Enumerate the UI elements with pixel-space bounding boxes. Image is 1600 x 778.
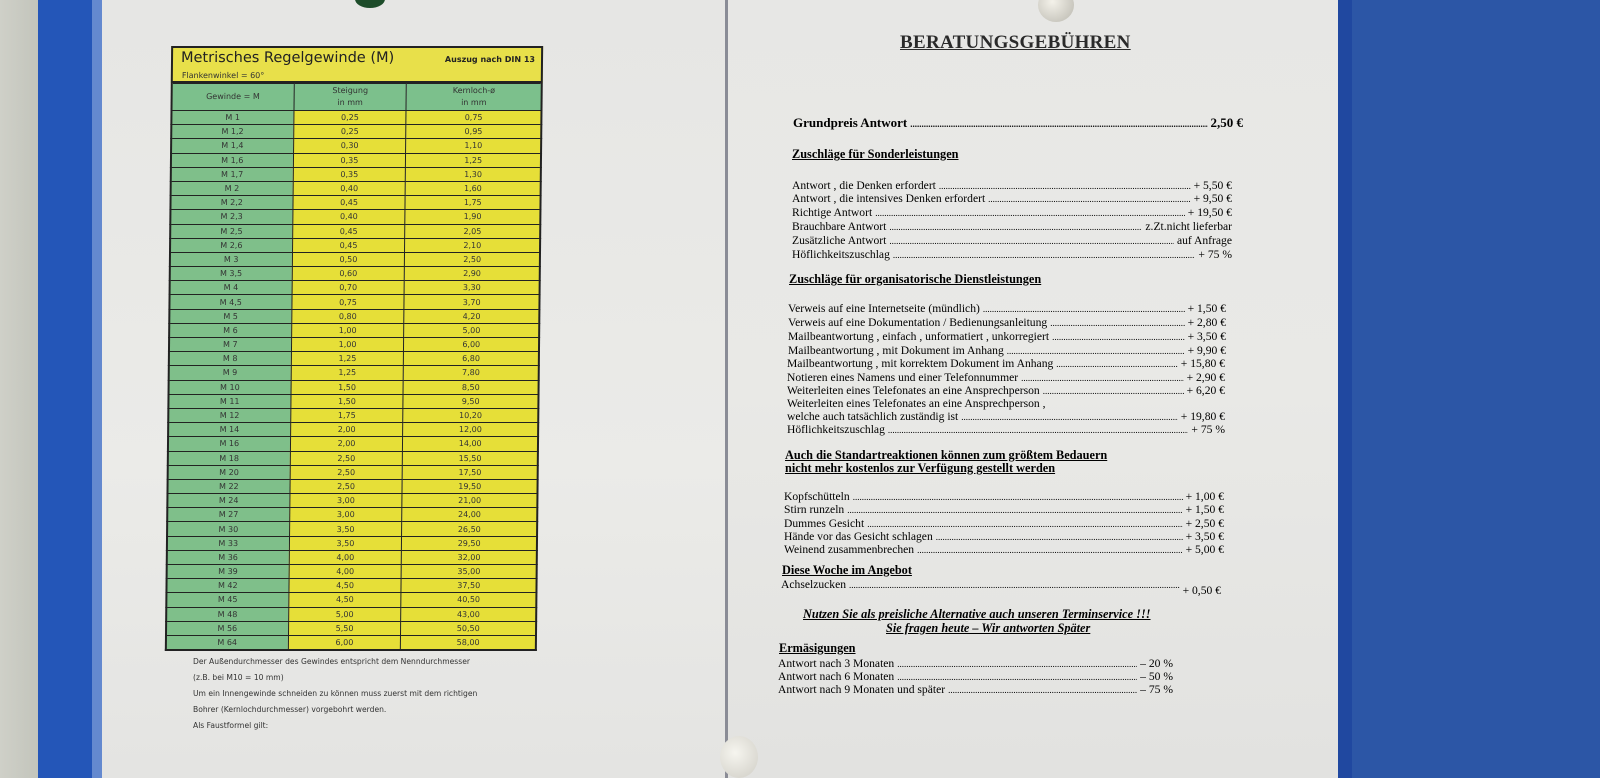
fee-label: Richtige Antwort bbox=[792, 206, 873, 219]
pitch-cell: 5,50 bbox=[288, 621, 401, 635]
core-hole-cell: 1,30 bbox=[406, 167, 541, 181]
core-hole-cell: 43,00 bbox=[401, 607, 536, 621]
thread-size-cell: M 9 bbox=[169, 366, 291, 380]
table-row bbox=[167, 550, 537, 564]
core-hole-cell: 14,00 bbox=[403, 437, 538, 451]
table-row bbox=[168, 408, 538, 422]
pitch-cell: 0,25 bbox=[293, 111, 406, 125]
thread-size-cell: M 33 bbox=[167, 536, 289, 550]
thread-size-cell: M 1 bbox=[171, 111, 293, 125]
fee-label: Antwort nach 6 Monaten bbox=[778, 670, 895, 683]
section-heading-standard-reactions: Auch die Standartreaktionen können zum größtem Bedauern bbox=[785, 448, 1108, 462]
fee-label: Grundpreis Antwort bbox=[793, 115, 908, 130]
fee-value: auf Anfrage bbox=[1176, 234, 1232, 247]
note-line: Der Außendurchmesser des Gewindes entspricht dem Nenndurchmesser bbox=[193, 657, 470, 666]
wall-background bbox=[0, 0, 40, 778]
fee-label: Antwort nach 3 Monaten bbox=[778, 657, 895, 670]
thread-size-cell: M 1,7 bbox=[171, 167, 293, 181]
thread-size-cell: M 2 bbox=[171, 181, 293, 195]
fee-line bbox=[792, 234, 1232, 249]
fee-line bbox=[792, 248, 1232, 263]
leader-dots bbox=[849, 578, 1180, 598]
thread-size-cell: M 1,2 bbox=[171, 125, 293, 139]
fee-label: Weiterleiten eines Telefonates an eine Ansprechperson , bbox=[787, 397, 1046, 410]
fee-label: welche auch tatsächlich zuständig ist bbox=[787, 410, 959, 423]
table-row bbox=[169, 352, 539, 366]
core-hole-cell: 3,30 bbox=[405, 281, 540, 295]
fee-value: + 2,50 € bbox=[1185, 517, 1224, 530]
core-hole-cell: 21,00 bbox=[402, 494, 537, 508]
pitch-cell: 1,00 bbox=[291, 338, 404, 352]
thread-size-cell: M 20 bbox=[168, 465, 290, 479]
section-heading-standard-reactions-2: nicht mehr kostenlos zur Verfügung gestellt werden bbox=[785, 461, 1056, 475]
thread-size-cell: M 6 bbox=[169, 323, 291, 337]
fee-value: + 15,80 € bbox=[1180, 357, 1225, 370]
thread-size-cell: M 7 bbox=[169, 338, 291, 352]
fee-line bbox=[784, 543, 1224, 558]
thread-size-cell: M 64 bbox=[166, 635, 288, 649]
thread-size-cell: M 56 bbox=[166, 621, 288, 635]
thread-size-cell: M 45 bbox=[166, 593, 288, 607]
pitch-cell: 3,00 bbox=[289, 494, 402, 508]
core-hole-cell: 1,60 bbox=[406, 181, 541, 195]
table-row bbox=[169, 295, 539, 309]
pitch-cell: 5,00 bbox=[288, 607, 401, 621]
pitch-cell: 0,80 bbox=[291, 309, 404, 323]
fee-value: z.Zt.nicht lieferbar bbox=[1145, 220, 1232, 233]
core-hole-cell: 1,90 bbox=[405, 210, 540, 224]
discount-line bbox=[778, 683, 1173, 698]
fee-value: + 3,50 € bbox=[1185, 530, 1224, 543]
fee-value: + 75 % bbox=[1191, 423, 1225, 436]
fee-label: Mailbeantwortung , mit korrektem Dokument im Anhang bbox=[787, 357, 1054, 370]
pitch-cell: 1,25 bbox=[291, 352, 404, 366]
pitch-cell: 1,50 bbox=[291, 380, 404, 394]
pitch-cell: 1,00 bbox=[291, 323, 404, 337]
table-row bbox=[169, 323, 539, 337]
pitch-cell: 0,25 bbox=[293, 125, 406, 139]
fee-value: + 75 % bbox=[1198, 248, 1232, 261]
pitch-cell: 0,35 bbox=[293, 167, 406, 181]
pitch-cell: 3,50 bbox=[289, 536, 402, 550]
table-row bbox=[166, 593, 536, 607]
fee-label: Stirn runzeln bbox=[784, 503, 845, 516]
core-hole-cell: 29,50 bbox=[402, 536, 537, 550]
table-row bbox=[171, 111, 541, 125]
thread-size-cell: M 48 bbox=[166, 607, 288, 621]
leader-dots bbox=[875, 206, 1185, 221]
core-hole-cell: 8,50 bbox=[403, 380, 538, 394]
core-hole-cell: 0,95 bbox=[406, 125, 541, 139]
pitch-cell: 0,40 bbox=[292, 210, 405, 224]
core-hole-cell: 17,50 bbox=[403, 465, 538, 479]
table-row bbox=[168, 423, 538, 437]
table-row bbox=[170, 210, 540, 224]
flank-angle: Flankenwinkel = 60° bbox=[181, 71, 265, 80]
pitch-cell: 1,25 bbox=[291, 366, 404, 380]
fee-value: 2,50 € bbox=[1210, 115, 1243, 130]
fee-line bbox=[784, 503, 1224, 518]
note-line: Als Faustformel gilt: bbox=[193, 721, 269, 730]
fee-label: Kopfschütteln bbox=[784, 490, 850, 503]
din-standard: Auszug nach DIN 13 bbox=[444, 55, 536, 64]
thread-size-cell: M 30 bbox=[167, 522, 289, 536]
leader-dots bbox=[847, 503, 1182, 518]
fee-value: + 1,50 € bbox=[1185, 503, 1224, 516]
sheet-divider bbox=[725, 0, 728, 778]
core-hole-cell: 26,50 bbox=[402, 522, 537, 536]
fee-line bbox=[788, 330, 1226, 345]
fee-label: Weiterleiten eines Telefonates an eine Ansprechperson bbox=[787, 384, 1040, 397]
fee-label: Notieren eines Namens und einer Telefonnummer bbox=[787, 371, 1019, 384]
fee-value: + 1,00 € bbox=[1185, 490, 1224, 503]
pitch-cell: 2,00 bbox=[290, 437, 403, 451]
table-row bbox=[171, 139, 541, 153]
thread-notes bbox=[193, 654, 477, 734]
thread-size-cell: M 4 bbox=[170, 281, 292, 295]
table-row bbox=[168, 465, 538, 479]
core-hole-cell: 37,50 bbox=[401, 579, 536, 593]
table-row bbox=[171, 181, 541, 195]
pitch-cell: 2,00 bbox=[290, 423, 403, 437]
thread-size-cell: M 10 bbox=[169, 380, 291, 394]
fee-value: + 9,50 € bbox=[1193, 192, 1232, 205]
thread-size-cell: M 16 bbox=[168, 437, 290, 451]
pitch-cell: 0,40 bbox=[293, 181, 406, 195]
fee-line bbox=[792, 220, 1232, 235]
pitch-cell: 4,00 bbox=[289, 550, 402, 564]
thread-table-title: Metrisches Regelgewinde (M) bbox=[180, 50, 395, 66]
thread-size-cell: M 2,3 bbox=[170, 210, 292, 224]
pitch-cell: 4,50 bbox=[289, 579, 402, 593]
fee-value: + 6,20 € bbox=[1186, 384, 1225, 397]
fee-line bbox=[788, 316, 1226, 331]
table-row bbox=[171, 153, 541, 167]
core-hole-cell: 7,80 bbox=[404, 366, 539, 380]
leader-dots bbox=[889, 220, 1142, 235]
table-row bbox=[168, 437, 538, 451]
thread-size-cell: M 2,6 bbox=[170, 238, 292, 252]
table-row bbox=[168, 394, 538, 408]
core-hole-cell: 9,50 bbox=[403, 394, 538, 408]
table-row bbox=[166, 635, 536, 649]
fee-label: Antwort nach 9 Monaten und später bbox=[778, 683, 946, 696]
table-row bbox=[167, 494, 537, 508]
fee-label: Verweis auf eine Dokumentation / Bedienungsanleitung bbox=[788, 316, 1048, 329]
pitch-cell: 2,50 bbox=[290, 451, 403, 465]
section-heading-weekly-offer: Diese Woche im Angebot bbox=[782, 563, 912, 577]
fee-label: Achselzucken bbox=[781, 578, 847, 591]
leader-dots bbox=[948, 683, 1137, 698]
table-row bbox=[169, 366, 539, 380]
core-hole-cell: 15,50 bbox=[403, 451, 538, 465]
fee-label: Hände vor das Gesicht schlagen bbox=[784, 530, 933, 543]
table-row bbox=[170, 267, 540, 281]
core-hole-cell: 10,20 bbox=[403, 408, 538, 422]
thread-size-cell: M 14 bbox=[168, 423, 290, 437]
fee-label: Weinend zusammenbrechen bbox=[784, 543, 915, 556]
core-hole-cell: 2,50 bbox=[405, 252, 540, 266]
table-row bbox=[170, 281, 540, 295]
fee-line bbox=[787, 397, 1087, 411]
fee-label: Mailbeantwortung , mit Dokument im Anhang bbox=[788, 344, 1004, 357]
table-row bbox=[171, 167, 541, 181]
column-header-thread: Gewinde = M bbox=[171, 84, 293, 111]
core-hole-cell: 40,50 bbox=[401, 593, 536, 607]
core-hole-cell: 50,50 bbox=[401, 621, 536, 635]
fee-label: Verweis auf eine Internetseite (mündlich) bbox=[788, 302, 980, 315]
white-pin-icon bbox=[720, 736, 758, 778]
thread-size-cell: M 11 bbox=[168, 394, 290, 408]
fee-value: + 2,80 € bbox=[1187, 316, 1226, 329]
fee-line bbox=[781, 578, 1221, 598]
fee-line bbox=[787, 357, 1225, 372]
thread-size-cell: M 12 bbox=[168, 408, 290, 422]
core-hole-cell: 6,80 bbox=[404, 352, 539, 366]
table-row bbox=[166, 579, 536, 593]
thread-size-cell: M 27 bbox=[167, 508, 289, 522]
leader-dots bbox=[1052, 330, 1184, 345]
leader-dots bbox=[988, 192, 1190, 207]
table-row bbox=[167, 536, 537, 550]
fee-value: – 75 % bbox=[1140, 683, 1173, 696]
core-hole-cell: 0,75 bbox=[406, 111, 541, 125]
note-line: Um ein Innengewinde schneiden zu können muss zuerst mit dem richtigen bbox=[193, 689, 478, 698]
core-hole-cell: 35,00 bbox=[402, 565, 537, 579]
core-hole-cell: 1,25 bbox=[406, 153, 541, 167]
fee-value: + 5,00 € bbox=[1185, 543, 1224, 556]
pitch-cell: 1,50 bbox=[290, 394, 403, 408]
column-header-core-hole: Kernloch-ø in mm bbox=[406, 84, 541, 111]
thread-size-cell: M 5 bbox=[169, 309, 291, 323]
fee-value: + 0,50 € bbox=[1182, 584, 1221, 597]
table-row bbox=[167, 508, 537, 522]
table-row bbox=[169, 380, 539, 394]
leader-dots bbox=[910, 116, 1207, 132]
fee-line bbox=[788, 302, 1226, 317]
thread-size-cell: M 42 bbox=[166, 579, 288, 593]
pitch-cell: 2,50 bbox=[290, 479, 403, 493]
fee-line bbox=[787, 423, 1225, 438]
leader-dots bbox=[889, 234, 1174, 249]
pitch-cell: 3,50 bbox=[289, 522, 402, 536]
core-hole-cell: 5,00 bbox=[404, 323, 539, 337]
pitch-cell: 3,00 bbox=[289, 508, 402, 522]
pitch-cell: 0,75 bbox=[292, 295, 405, 309]
fee-value: + 19,80 € bbox=[1180, 410, 1225, 423]
section-heading-special: Zuschläge für Sonderleistungen bbox=[792, 147, 959, 161]
pitch-cell: 0,50 bbox=[292, 252, 405, 266]
promo-slogan: Sie fragen heute – Wir antworten Später bbox=[886, 621, 1091, 635]
fee-label: Antwort , die Denken erfordert bbox=[792, 179, 936, 192]
fee-label: Mailbeantwortung , einfach , unformatiert , unkorregiert bbox=[788, 330, 1050, 343]
leader-dots bbox=[983, 302, 1185, 317]
pitch-cell: 0,45 bbox=[293, 196, 406, 210]
core-hole-cell: 24,00 bbox=[402, 508, 537, 522]
thread-size-cell: M 24 bbox=[167, 494, 289, 508]
thread-size-cell: M 1,6 bbox=[171, 153, 293, 167]
pitch-cell: 1,75 bbox=[290, 408, 403, 422]
pitch-cell: 4,00 bbox=[289, 565, 402, 579]
fee-label: Höflichkeitszuschlag bbox=[787, 423, 885, 436]
thread-table-header bbox=[171, 46, 543, 83]
pitch-cell: 0,45 bbox=[292, 224, 405, 238]
core-hole-cell: 2,90 bbox=[405, 267, 540, 281]
table-row bbox=[166, 621, 536, 635]
pitch-cell: 4,50 bbox=[288, 593, 401, 607]
pitch-cell: 6,00 bbox=[288, 635, 401, 649]
leader-dots bbox=[1056, 357, 1177, 372]
table-row bbox=[167, 565, 537, 579]
fee-value: – 50 % bbox=[1140, 670, 1173, 683]
thread-size-cell: M 2,2 bbox=[170, 196, 292, 210]
fee-label: Höflichkeitszuschlag bbox=[792, 248, 890, 261]
fee-value: + 3,50 € bbox=[1187, 330, 1226, 343]
leader-dots bbox=[917, 543, 1182, 558]
core-hole-cell: 19,50 bbox=[402, 479, 537, 493]
fee-label: Antwort , die intensives Denken erfordert bbox=[792, 192, 986, 205]
thread-size-cell: M 3,5 bbox=[170, 267, 292, 281]
pitch-cell: 0,30 bbox=[293, 139, 406, 153]
pitch-cell: 0,45 bbox=[292, 238, 405, 252]
fee-value: – 20 % bbox=[1140, 657, 1173, 670]
column-header-pitch: Steigung in mm bbox=[294, 84, 407, 111]
fee-line bbox=[792, 206, 1232, 221]
fee-value: + 1,50 € bbox=[1187, 302, 1226, 315]
blue-board-right bbox=[1322, 0, 1600, 778]
fee-value: + 9,90 € bbox=[1187, 344, 1226, 357]
pitch-cell: 0,35 bbox=[293, 153, 406, 167]
leader-dots bbox=[1050, 316, 1184, 331]
core-hole-cell: 1,10 bbox=[406, 139, 541, 153]
fee-label: Brauchbare Antwort bbox=[792, 220, 887, 233]
table-row bbox=[168, 451, 538, 465]
promo-line: Nutzen Sie als preisliche Alternative auch unseren Terminservice !!! bbox=[803, 607, 1151, 621]
core-hole-cell: 12,00 bbox=[403, 423, 538, 437]
table-row bbox=[166, 607, 536, 621]
core-hole-cell: 32,00 bbox=[402, 550, 537, 564]
thread-size-cell: M 39 bbox=[167, 565, 289, 579]
table-row bbox=[169, 338, 539, 352]
thread-size-cell: M 1,4 bbox=[171, 139, 293, 153]
thread-size-cell: M 18 bbox=[168, 451, 290, 465]
pitch-cell: 0,70 bbox=[292, 281, 405, 295]
fee-value: + 5,50 € bbox=[1193, 179, 1232, 192]
section-heading-organisational: Zuschläge für organisatorische Dienstleistungen bbox=[789, 272, 1042, 286]
table-row bbox=[170, 224, 540, 238]
section-heading-discounts: Ermäsigungen bbox=[779, 641, 856, 655]
leader-dots bbox=[893, 248, 1196, 263]
thread-table bbox=[165, 46, 543, 651]
core-hole-cell: 3,70 bbox=[404, 295, 539, 309]
thread-size-cell: M 3 bbox=[170, 252, 292, 266]
fee-title: BERATUNGSGEBÜHREN bbox=[900, 32, 1131, 53]
fee-value: + 19,50 € bbox=[1187, 206, 1232, 219]
base-price-line bbox=[793, 116, 1243, 132]
note-line: Bohrer (Kernlochdurchmesser) vorgebohrt werden. bbox=[193, 705, 387, 714]
core-hole-cell: 1,75 bbox=[405, 196, 540, 210]
thread-size-cell: M 4,5 bbox=[169, 295, 291, 309]
table-row bbox=[170, 252, 540, 266]
thread-size-cell: M 36 bbox=[167, 550, 289, 564]
core-hole-cell: 2,05 bbox=[405, 224, 540, 238]
fee-label: Dummes Gesicht bbox=[784, 517, 865, 530]
thread-size-cell: M 22 bbox=[167, 479, 289, 493]
fee-value: + 2,90 € bbox=[1186, 371, 1225, 384]
core-hole-cell: 58,00 bbox=[401, 635, 536, 649]
core-hole-cell: 6,00 bbox=[404, 338, 539, 352]
core-hole-cell: 4,20 bbox=[404, 309, 539, 323]
fee-line bbox=[792, 192, 1232, 207]
pitch-cell: 2,50 bbox=[290, 465, 403, 479]
table-row bbox=[171, 125, 541, 139]
table-row bbox=[169, 309, 539, 323]
pitch-cell: 0,60 bbox=[292, 267, 405, 281]
leader-dots bbox=[888, 423, 1189, 438]
note-line: (z.B. bei M10 = 10 mm) bbox=[193, 673, 284, 682]
thread-size-cell: M 2,5 bbox=[170, 224, 292, 238]
table-row bbox=[167, 479, 537, 493]
core-hole-cell: 2,10 bbox=[405, 238, 540, 252]
table-row bbox=[167, 522, 537, 536]
thread-size-cell: M 8 bbox=[169, 352, 291, 366]
table-row bbox=[170, 196, 540, 210]
table-row bbox=[170, 238, 540, 252]
thread-data-table bbox=[165, 83, 543, 651]
fee-label: Zusätzliche Antwort bbox=[792, 234, 887, 247]
